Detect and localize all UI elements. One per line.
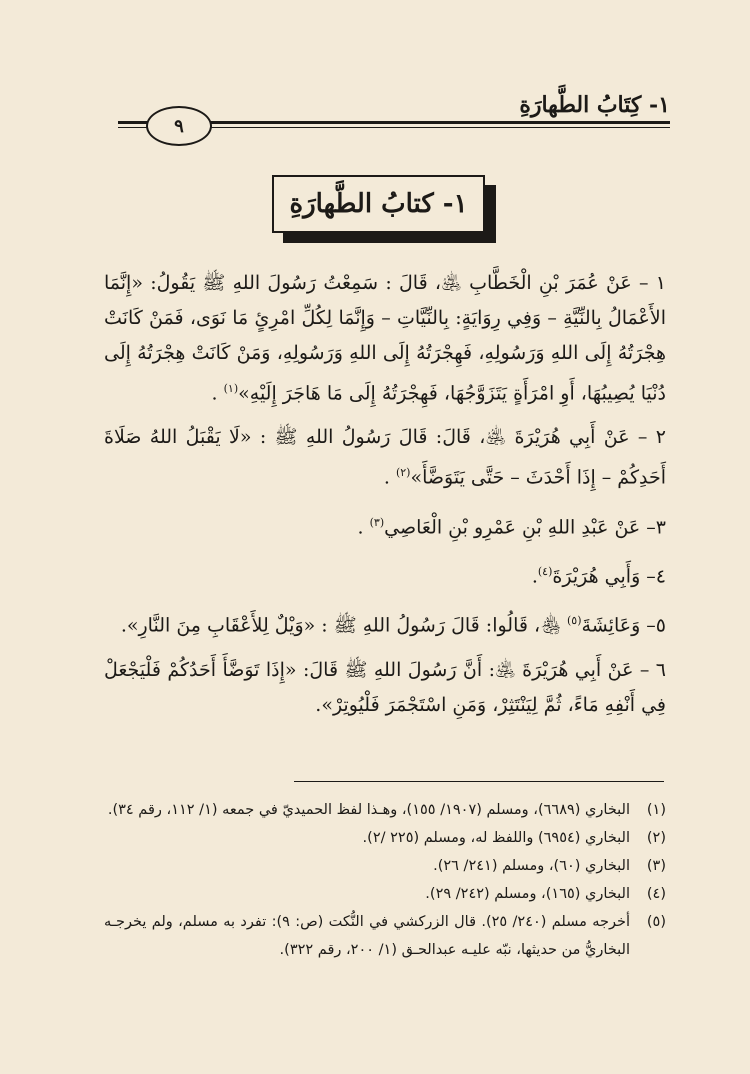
footnote-separator — [294, 781, 664, 782]
hadith-paragraph: ١ – عَنْ عُمَرَ بْنِ الْخَطَّابِ ﵁، قَالَ : سَمِعْتُ رَسُولَ اللهِ ﷺ يَقُولُ: «إِنَّمَا الأَعْمَالُ بِالنِّيَّةِ – وَفِي رِوَايَةٍ: بِالنِّيَّاتِ – وَإِنَّمَا لِكُلِّ امْرِئٍ مَا نَوَى، فَمَنْ كَانَتْ هِجْرَتُهُ إِلَى اللهِ وَرَسُولِهِ، فَهِجْرَتُهُ إِلَى اللهِ وَرَسُولِهِ، وَمَنْ كَانَتْ هِجْرَتُهُ إِلَى دُنْيَا يُصِيبُهَا، أَوِ امْرَأَةٍ يَتَزَوَّجُهَا، فَهِجْرَتُهُ إِلَى مَا هَاجَرَ إِلَيْهِ»$^{(١)}$ . — [104, 272, 666, 405]
footnote-item: (٣) البخاري (٦٠)، ومسلم (٢٤١/ ٢٦). — [433, 858, 666, 874]
footnote-item: (٢) البخاري (٦٩٥٤) واللفظ له، ومسلم (٢٢٥ /٢). — [362, 830, 666, 846]
footnote-item: (١) البخاري (٦٦٨٩)، ومسلم (١٩٠٧/ ١٥٥)، وهـذا لفظ الحميديّ في جمعه (١/ ١١٢، رقم ٣٤). — [107, 802, 666, 818]
footnote-item: (٥) أخرجه مسلم (٢٤٠/ ٢٥). قال الزركشي في النُّكت (ص: ٩): تفرد به مسلم، ولم يخرجـه البخاريُّ من حديثها، نبّه عليـه عبدالحـق (١/ ٢٠٠، رقم ٣٢٢). — [104, 914, 666, 958]
page-number: ٩ — [146, 106, 212, 146]
footnote-ref: (١) — [223, 382, 239, 395]
footnote-item: (٤) البخاري (١٦٥)، ومسلم (٢٤٢/ ٢٩). — [425, 886, 666, 902]
hadith-paragraph: ٦ – عَنْ أَبِي هُرَيْرَةَ ﵁: أَنَّ رَسُولَ اللهِ ﷺ قَالَ: «إِذَا تَوَضَّأَ أَحَدُكُمْ فَلْيَجْعَلْ فِي أَنْفِهِ مَاءً، ثُمَّ لِيَنْتَثِرْ، وَمَنِ اسْتَجْمَرَ فَلْيُوتِرْ». — [104, 658, 666, 716]
footnote-ref: (٢) — [395, 466, 411, 480]
hadith-paragraph: ٢ – عَنْ أَبِي هُرَيْرَةَ ﵁، قَالَ: قَالَ رَسُولُ اللهِ ﷺ : «لَا يَقْبَلُ اللهُ صَلَاةَ أَحَدِكُمْ – إِذَا أَحْدَثَ – حَتَّى يَتَوَضَّأَ»$^{(٢)}$ . — [104, 426, 666, 489]
main-text — [104, 266, 666, 732]
running-header-title: ١- كِتَابُ الطَّهارَةِ — [519, 92, 670, 118]
footnote-ref: (٥) — [567, 614, 582, 628]
footnote-ref: (٤) — [537, 564, 553, 578]
hadith-paragraph: ٣– عَنْ عَبْدِ اللهِ بْنِ عَمْرِو بْنِ الْعَاصِي$^{(٣)}$ . — [357, 515, 666, 538]
hadith-paragraph: ٤– وَأَبِي هُرَيْرَةَ$^{(٤)}$. — [531, 564, 666, 588]
chapter-title: ١- كتابُ الطَّهارَةِ — [272, 175, 485, 233]
footnotes — [104, 796, 666, 964]
hadith-paragraph: ٥– وَعَائِشَةَ$^{(٥)}$ ﵃، قَالُوا: قَالَ رَسُولُ اللهِ ﷺ : «وَيْلٌ لِلأَعْقَابِ مِنَ النَّارِ». — [120, 614, 666, 637]
footnote-ref: (٣) — [369, 515, 385, 529]
